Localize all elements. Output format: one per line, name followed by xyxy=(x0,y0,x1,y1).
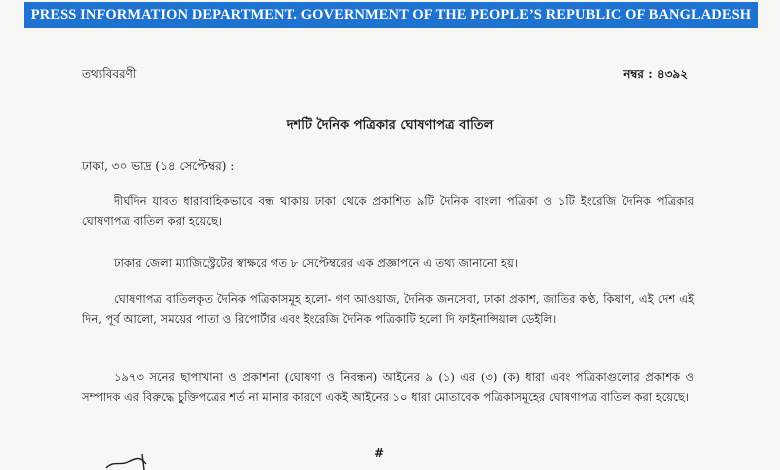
release-title: দশটি দৈনিক পত্রিকার ঘোষণাপত্র বাতিল xyxy=(286,118,494,133)
end-mark: # xyxy=(374,446,385,460)
paragraph-1: দীর্ঘদিন যাবত ধারাবাহিকভাবে বন্ধ থাকায় ঢাকা থেকে প্রকাশিত ৯টি দৈনিক বাংলা পত্রিকা ও ১টি ইংরেজি দৈনিক পত্রিকার ঘোষণাপত্র বাতিল করা হয়েছে। xyxy=(82,194,694,228)
paragraph-4: ১৯৭৩ সনের ছাপাখানা ও প্রকাশনা (ঘোষণা ও নিবন্ধন) আইনের ৯ (১) এর (৩) (ক) ধারা এবং পত্রিকাগুলোর প্রকাশক ও সম্পাদক এর বিরুদ্ধে চুক্তিপত্রের শর্ত না মানার কারণে একই আইনের ১০ ধারা মোতাবেক পত্রিকাসমূহের ঘোষণাপত্র বাতিল করা হয়েছে। xyxy=(82,370,694,404)
dateline: ঢাকা, ৩০ ভাদ্র (১৪ সেপ্টেম্বর) : xyxy=(82,159,235,173)
signature-icon xyxy=(104,452,164,470)
paragraph-2: ঢাকার জেলা ম্যাজিস্ট্রেটের স্বাক্ষরে গত ৮ সেপ্টেম্বরের এক প্রজ্ঞাপনে এ তথ্য জানানো হয়। xyxy=(114,256,518,270)
paragraph-3: ঘোষণাপত্র বাতিলকৃত দৈনিক পত্রিকাসমূহ হলো- গণ আওয়াজ, দৈনিক জনসেবা, ঢাকা প্রকাশ, জাতির কণ্ঠ, কিষাণ, এই দেশ এই দিন, পূর্ব আলো, সময়ের পাতা ও রিপোর্টার এবং ইংরেজি দৈনিক পত্রিকাটি হলো দি ফাইনান্সিয়াল ডেইলি। xyxy=(82,292,694,326)
department-banner: PRESS INFORMATION DEPARTMENT. GOVERNMENT OF THE PEOPLE’S REPUBLIC OF BANGLADESH xyxy=(24,2,758,28)
release-number: নম্বর : ৪৩৯২ xyxy=(623,67,688,81)
release-type-label: তথ্যবিবরণী xyxy=(82,67,137,81)
